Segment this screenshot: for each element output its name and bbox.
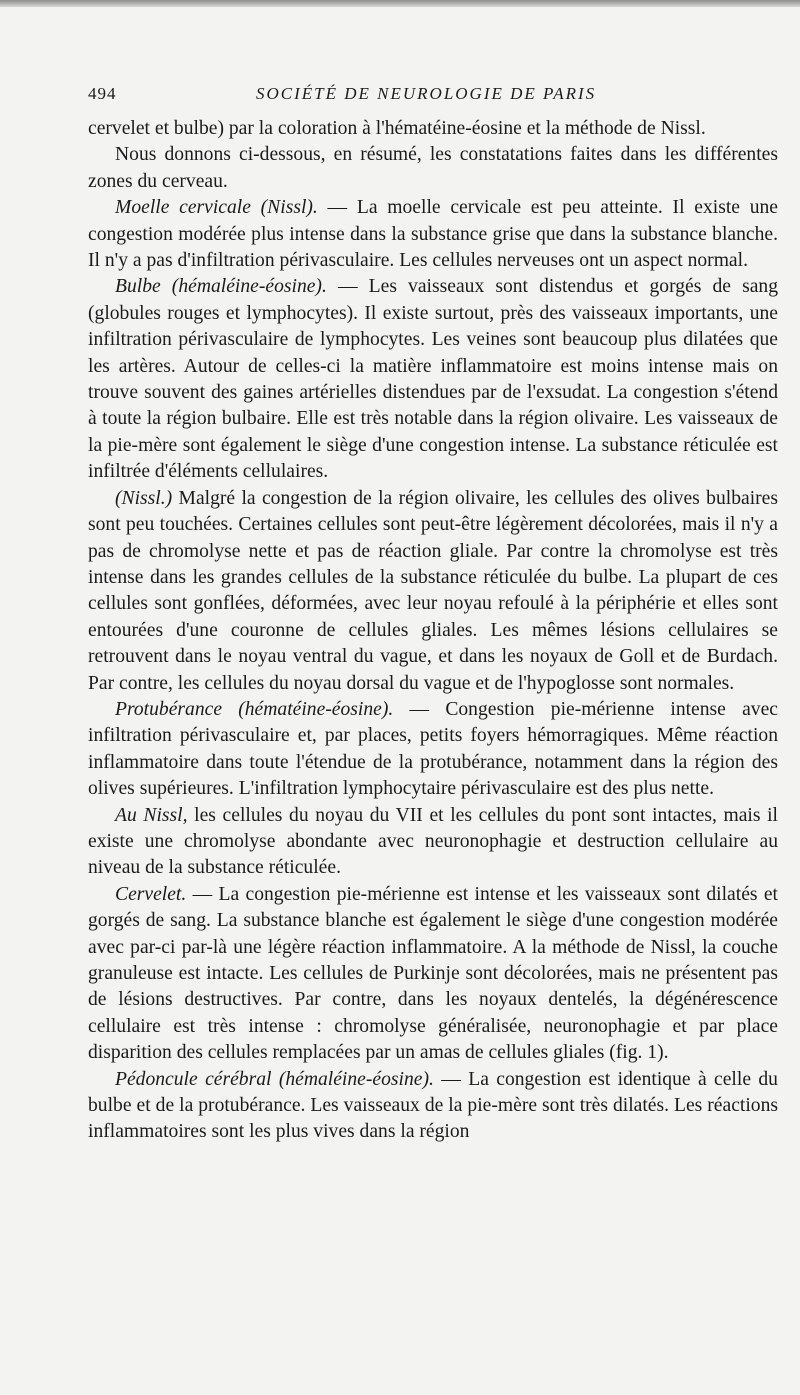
- page-header: [88, 84, 778, 112]
- section-lead: Au Nissl,: [115, 804, 188, 826]
- section-lead: Pédoncule cérébral (hémaléine-éosine).: [115, 1068, 434, 1090]
- running-title: SOCIÉTÉ DE NEUROLOGIE DE PARIS: [256, 84, 597, 103]
- section-lead: Cervelet.: [115, 883, 187, 905]
- section-lead: Bulbe (hémaléine-éosine).: [115, 276, 327, 298]
- paragraph-cervelet: Cervelet. — La congestion pie-mérienne est intense et les vaisseaux sont dilatés et gorgés de sang. La substance blanche est également le siège d'une congestion modérée avec par-ci par-là une légère réaction inflammatoire. A la méthode de Nissl, la couche granuleuse est intacte. Les cellules de Purkinje sont décolorées, mais ne présentent pas de lésions destructives. Par contre, dans les noyaux dentelés, la dégénérescence cellulaire est très intense : chromolyse généralisée, neuronophagie et par place disparition des cellules remplacées par un amas de cellules gliales (fig. 1).: [88, 883, 778, 1064]
- page-number: 494: [88, 84, 117, 103]
- section-lead: (Nissl.): [115, 487, 173, 509]
- scan-top-edge: [0, 0, 800, 7]
- section-lead: Protubérance (hématéine-éosine).: [115, 698, 394, 720]
- paragraph-moelle: Moelle cervicale (Nissl). — La moelle cervicale est peu atteinte. Il existe une congestion modérée plus intense dans la substance grise que dans la substance blanche. Il n'y a pas d'infiltration périvasculaire. Les cellules nerveuses ont un aspect normal.: [88, 197, 778, 272]
- paragraph-nissl-bulbe: (Nissl.) Malgré la congestion de la région olivaire, les cellules des olives bulbaires sont peu touchées. Certaines cellules sont peut-être légèrement décolorées, mais il n'y a pas de chromolyse nette et pas de réaction gliale. Par contre la chromolyse est très intense dans les grandes cellules de la substance réticulée du bulbe. La plupart de ces cellules sont gonflées, déformées, avec leur noyau refoulé à la périphérie et elles sont entourées d'une couronne de cellules gliales. Les mêmes lésions cellulaires se retrouvent dans le noyau ventral du vague, et dans les noyaux de Goll et de Burdach. Par contre, les cellules du noyau dorsal du vague et de l'hypoglosse sont normales.: [88, 487, 778, 694]
- paragraph-bulbe: Bulbe (hémaléine-éosine). — Les vaisseaux sont distendus et gorgés de sang (globules rouges et lymphocytes). Il existe surtout, près des vaisseaux importants, une infiltration périvasculaire de lymphocytes. Les veines sont beaucoup plus dilatées que les artères. Autour de celles-ci la matière inflammatoire est moins intense mais on trouve souvent des gaines artérielles distendues par de l'exsudat. La congestion s'étend à toute la région bulbaire. Elle est très notable dans la région olivaire. Les vaisseaux de la pie-mère sont également le siège d'une congestion intense. La substance réticulée est infiltrée d'éléments cellulaires.: [88, 276, 778, 483]
- section-lead: Moelle cervicale (Nissl).: [115, 197, 318, 219]
- paragraph-nissl-pont: Au Nissl, les cellules du noyau du VII et les cellules du pont sont intactes, mais il existe une chromolyse abondante avec neuronophagie et destruction cellulaire au niveau de la substance réticulée.: [88, 804, 778, 879]
- paragraph-pedoncule: Pédoncule cérébral (hémaléine-éosine). — La congestion est identique à celle du bulbe et de la protubérance. Les vaisseaux de la pie-mère sont très dilatés. Les réactions inflammatoires sont les plus vives dans la région: [88, 1068, 778, 1143]
- paragraph-intro: Nous donnons ci-dessous, en résumé, les constatations faites dans les différentes zones du cerveau.: [88, 144, 778, 192]
- paragraph-continuation: cervelet et bulbe) par la coloration à l'hématéine-éosine et la méthode de Nissl.: [88, 118, 706, 139]
- paragraph-protuberance: Protubérance (hématéine-éosine). — Congestion pie-mérienne intense avec infiltration périvasculaire et, par places, petits foyers hémorragiques. Même réaction inflammatoire dans toute l'étendue de la protubérance, notamment dans la région des olives supérieures. L'infiltration lymphocytaire périvasculaire est des plus nette.: [88, 698, 778, 800]
- body-text: [88, 116, 778, 1146]
